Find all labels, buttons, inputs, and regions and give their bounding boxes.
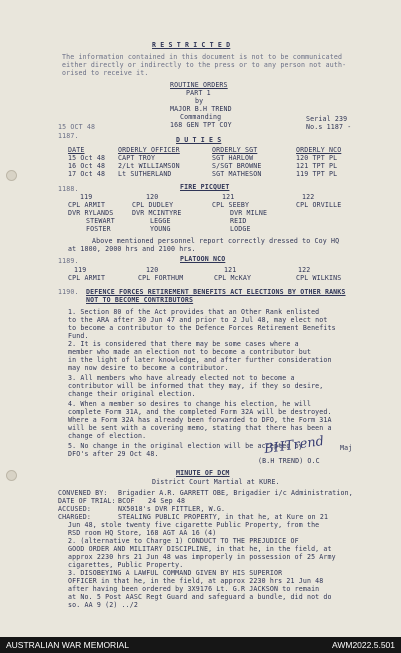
paragraph-line: contributor will be informed that they may, if they so desire, — [68, 382, 324, 390]
accused-value: NX5018's DVR FITTLER, W.G. — [118, 505, 226, 513]
commanding-label: Commanding — [180, 113, 222, 121]
charge-line: after having been ordered by 3X9176 Lt. G.R JACKSON to remain — [68, 585, 320, 593]
charge-line: GOOD ORDER AND MILITARY DISCIPLINE, in that he, in the field, at — [68, 545, 332, 553]
footer-institution: AUSTRALIAN WAR MEMORIAL — [6, 640, 129, 650]
charge-line: OFFICER in that he, in the field, at approx 2230 hrs 21 Jun 48 — [68, 577, 324, 585]
charge-line: so. AA 9 (2) ../2 — [68, 601, 139, 609]
paragraph-line: may now desire to become a contributor. — [68, 364, 229, 372]
platoon-title: PLATOON NCO — [180, 255, 226, 263]
picquet-name: LEGGE — [150, 217, 171, 225]
trial-date-label: DATE OF TRIAL: — [58, 497, 116, 505]
serial-number: Serial 239 — [306, 115, 348, 123]
duties-cell: 2/Lt WILLIAMSON — [118, 162, 180, 170]
charge-line: approx 2230 hrs 21 Jun 48 was improperly in possession of 25 Army — [68, 553, 336, 561]
duties-cell: Lt SUTHERLAND — [118, 170, 172, 178]
duties-cell: SGT HARLOW — [212, 154, 254, 162]
picquet-note: at 1800, 2000 hrs and 2100 hrs. — [68, 245, 196, 253]
archive-footer — [0, 637, 401, 653]
duties-cell: SGT MATHESON — [212, 170, 262, 178]
duties-header-date: DATE — [68, 146, 85, 154]
picquet-name: DVR MCINTYRE — [132, 209, 182, 217]
convened-value: Brigadier A.R. GARRETT OBE, Brigadier i/c Administration, — [118, 489, 353, 497]
platoon-unit: 119 — [74, 266, 87, 274]
platoon-name: CPL McKAY — [214, 274, 252, 282]
charge-line: Jun 48, stole twenty five cigarette Public Property, from the — [68, 521, 320, 529]
duties-cell: 15 Oct 48 — [68, 154, 106, 162]
picquet-name: CPL DUDLEY — [132, 201, 174, 209]
picquet-unit: 122 — [302, 193, 315, 201]
margin-number: 1188. — [58, 185, 79, 193]
picquet-name: STEWART — [86, 217, 115, 225]
dfrb-title: DEFENCE FORCES RETIREMENT BENEFITS ACT ELECTIONS BY OTHER RANKS — [86, 288, 346, 296]
picquet-title: FIRE PICQUET — [180, 183, 230, 191]
orders-by: by — [195, 97, 204, 105]
duties-title: D U T I E S — [176, 136, 222, 144]
minute-subtitle: District Court Martial at KURE. — [152, 478, 280, 486]
picquet-unit: 120 — [146, 193, 159, 201]
duties-cell: 119 TPT PL — [296, 170, 338, 178]
orders-title: ROUTINE ORDERS — [170, 81, 228, 89]
signature-block: (B.H TREND) O.C — [258, 457, 320, 465]
paragraph-line: complete Form 31A, and the completed Form 32A will be destroyed. — [68, 408, 332, 416]
platoon-unit: 120 — [146, 266, 159, 274]
picquet-note: Above mentioned personnel report correctly dressed to Coy HQ — [92, 237, 340, 245]
platoon-unit: 122 — [298, 266, 311, 274]
paragraph-line: will be sent with a covering memo, stating that there has been a — [68, 424, 332, 432]
platoon-unit: 121 — [224, 266, 237, 274]
restriction-line: The information contained in this document is not to be communicated — [62, 53, 343, 61]
platoon-name: CPL WILKINS — [296, 274, 342, 282]
orders-part: PART 1 — [186, 89, 211, 97]
order-numbers: No.s 1187 - — [306, 123, 352, 131]
duties-header-officer: ORDERLY OFFICER — [118, 146, 180, 154]
paragraph-line: member who made an election not to become a contributor but — [68, 348, 312, 356]
charge-line: STEALING PUBLIC PROPERTY, in that he, at Kure on 21 — [118, 513, 329, 521]
paragraph-line: 2. It is considered that there may be some cases where a — [68, 340, 299, 348]
convened-value: BCOF — [118, 497, 135, 505]
paragraph-line: to the ARA after 30 Jun 47 and prior to 2 Jul 48, may elect not — [68, 316, 328, 324]
charge-line: cigarettes, Public Property. — [68, 561, 184, 569]
duties-cell: 16 Oct 48 — [68, 162, 106, 170]
platoon-name: CPL ARMIT — [68, 274, 106, 282]
handwritten-signature: BHTrend — [263, 433, 325, 458]
paragraph-line: 4. When a member so desires to change his election, he will — [68, 400, 312, 408]
margin-number: 1190. — [58, 288, 79, 296]
picquet-name: CPL ORVILLE — [296, 201, 342, 209]
punch-hole — [6, 170, 17, 181]
picquet-name: DVR RYLANDS — [68, 209, 114, 217]
paragraph-line: DFO's after 29 Oct 48. — [68, 450, 159, 458]
charged-label: CHARGED: — [58, 513, 91, 521]
classification-heading: R E S T R I C T E D — [152, 41, 231, 49]
commander-name: MAJOR B.H TREND — [170, 105, 232, 113]
charge-line: RSD room HQ Store, 168 AGT AA 16 (4) — [68, 529, 217, 537]
accused-label: ACCUSED: — [58, 505, 91, 513]
paragraph-line: Fund. — [68, 332, 89, 340]
unit-name: 168 GEN TPT COY — [170, 121, 232, 129]
duties-header-sgt: ORDERLY SGT — [212, 146, 258, 154]
charge-line: 2. (alternative to Charge 1) CONDUCT TO THE PREJUDICE OF — [68, 537, 299, 545]
picquet-name: DVR MILNE — [230, 209, 268, 217]
margin-number: 1189. — [58, 257, 79, 265]
picquet-name: LODGE — [230, 225, 251, 233]
dfrb-title: NOT TO BECOME CONTRIBUTORS — [86, 296, 194, 304]
charge-line: at No. 5 Post AASC Regt Guard and safeguard a bundle, did not do — [68, 593, 332, 601]
platoon-name: CPL FORTHUM — [138, 274, 184, 282]
footer-accession-number: AWM2022.5.501 — [332, 640, 395, 650]
charge-line: 3. DISOBEYING A LAWFUL COMMAND GIVEN BY HIS SUPERIOR — [68, 569, 283, 577]
restriction-line: either directly or indirectly to the press or to any person not auth- — [62, 61, 347, 69]
paragraph-line: 5. No change in the original election will be accepted by — [68, 442, 303, 450]
restriction-line: orised to receive it. — [62, 69, 149, 77]
duties-cell: 17 Oct 48 — [68, 170, 106, 178]
duties-cell: S/SGT BROWNE — [212, 162, 262, 170]
paragraph-line: in the light of later knowledge, and after further consideration — [68, 356, 332, 364]
paragraph-line: Where a Form 32A has already been forwarded to DFO, the Form 31A — [68, 416, 332, 424]
duties-header-nco: ORDERLY NCO — [296, 146, 342, 154]
paragraph-line: 3. All members who have already elected not to become a — [68, 374, 295, 382]
paragraph-line: change of election. — [68, 432, 147, 440]
picquet-unit: 119 — [80, 193, 93, 201]
punch-hole — [6, 470, 17, 481]
trial-date-value: 24 Sep 48 — [148, 497, 186, 505]
duties-cell: 121 TPT PL — [296, 162, 338, 170]
duties-cell: CAPT TROY — [118, 154, 156, 162]
picquet-unit: 121 — [222, 193, 235, 201]
picquet-name: FOSTER — [86, 225, 111, 233]
minute-title: MINUTE OF DCM — [176, 469, 230, 477]
picquet-name: CPL ARMIT — [68, 201, 106, 209]
picquet-name: YOUNG — [150, 225, 171, 233]
signature-rank: Maj — [340, 444, 353, 452]
duties-cell: 120 TPT PL — [296, 154, 338, 162]
paragraph-line: to become a contributor to the Defence Forces Retirement Benefits — [68, 324, 336, 332]
paragraph-line: 1. Section 80 of the Act provides that an Other Rank enlisted — [68, 308, 320, 316]
picquet-name: CPL SEEBY — [212, 201, 250, 209]
picquet-name: REID — [230, 217, 247, 225]
margin-number: 1187. — [58, 132, 79, 140]
order-date: 15 OCT 48 — [58, 123, 96, 131]
paragraph-line: change their original election. — [68, 390, 196, 398]
convened-label: CONVENED BY: — [58, 489, 108, 497]
